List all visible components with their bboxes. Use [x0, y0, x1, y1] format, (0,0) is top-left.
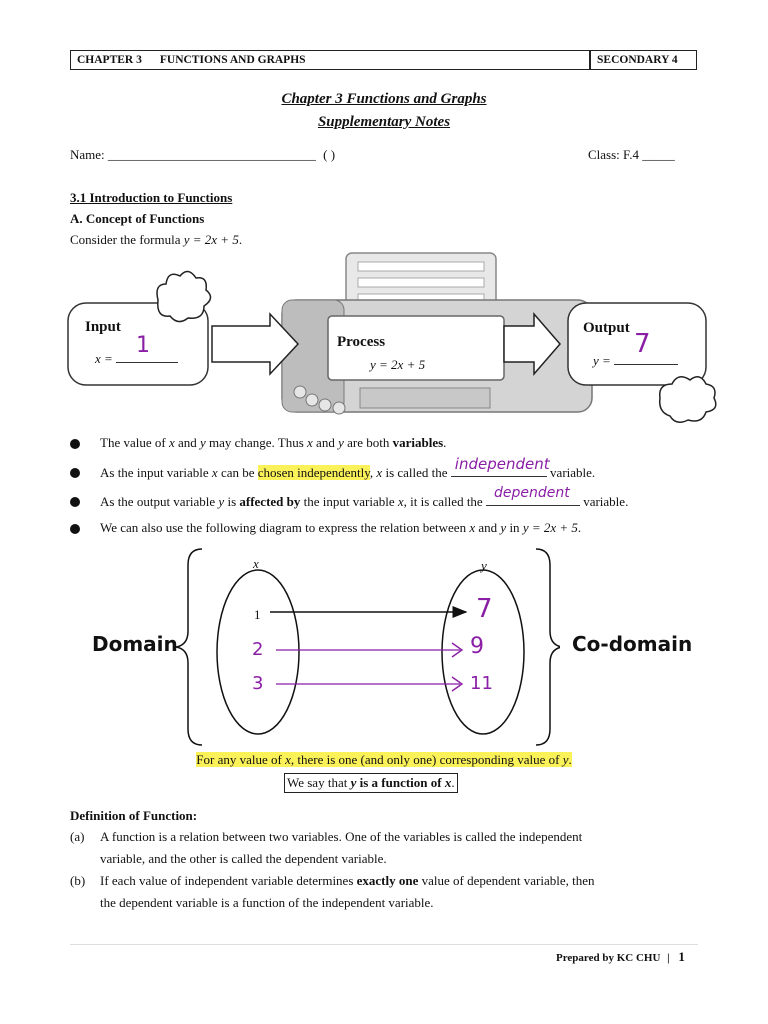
codomain-value-2: 9 [470, 634, 484, 659]
b4-in: in [506, 520, 523, 535]
subsection-title: A. Concept of Functions [70, 211, 205, 226]
output-var: y = [593, 353, 615, 368]
input-value-line [95, 333, 178, 367]
process-label: Process [337, 334, 386, 350]
b2-x2: x [376, 465, 383, 480]
def-b-line2: the dependent variable is a function of the independent variable. [100, 895, 434, 910]
output-label: Output [583, 320, 630, 336]
highlight-statement [0, 752, 768, 768]
consider-line [70, 232, 242, 248]
bullet-4 [70, 524, 80, 534]
header-divider [589, 51, 591, 69]
b1-t6: and [312, 435, 339, 450]
b1-t2: and [174, 435, 201, 450]
bullet-3-text [100, 485, 629, 510]
box-pre: We say that [287, 775, 351, 790]
b2-post2: is called the [382, 465, 451, 480]
b3-bold: affected by [239, 494, 301, 509]
bullet-1 [70, 439, 80, 449]
b1-t8: are both [343, 435, 393, 450]
b2-x: x [211, 465, 218, 480]
b3-end: variable. [579, 494, 629, 509]
consider-text: Consider the formula [70, 232, 184, 247]
codomain-label: Co-domain [572, 632, 693, 656]
input-handwritten-value: 1 [136, 333, 151, 358]
function-statement-box [284, 773, 458, 793]
hl-y: y [562, 752, 569, 767]
def-a-line1: A function is a relation between two variables. One of the variables is called the independent [100, 829, 583, 844]
title-line2: Supplementary Notes [317, 114, 451, 130]
period: . [238, 232, 243, 247]
class-label: Class: F.4 _____ [588, 147, 675, 162]
b3-pre: As the output variable [100, 494, 219, 509]
b2-pre: As the input variable [100, 465, 212, 480]
b2-highlight: chosen independently [257, 465, 370, 480]
hl-mid: , there is one (and only one) corresponding value of [290, 752, 563, 767]
b3-mid: is [224, 494, 240, 509]
b3-post: the input variable [300, 494, 398, 509]
footer-rule [70, 944, 698, 945]
b4-pre: We can also use the following diagram to express the relation between [100, 520, 470, 535]
header-topic: FUNCTIONS AND GRAPHS [159, 54, 306, 66]
header-level: SECONDARY 4 [597, 54, 678, 66]
input-label: Input [85, 319, 121, 335]
name-blank: ________________________________ [107, 147, 316, 162]
section-title: 3.1 Introduction to Functions [70, 190, 233, 205]
bullet-1-text [100, 435, 446, 451]
header-chapter: CHAPTER 3 [77, 54, 142, 66]
title-line1: Chapter 3 Functions and Graphs [281, 91, 487, 107]
footer [556, 949, 685, 965]
b1-x2: x [307, 435, 313, 450]
header-left [77, 51, 306, 69]
def-b-post: value of dependent variable, then [418, 873, 595, 888]
box-end: . [451, 775, 455, 790]
domain-label: Domain [92, 632, 178, 656]
b3-x: x [397, 494, 404, 509]
codomain-value-3: 11 [470, 673, 493, 694]
b4-end: . [577, 520, 582, 535]
input-var: x = [95, 351, 117, 366]
footer-prepared: Prepared by KC CHU [556, 952, 661, 964]
bullet-3 [70, 497, 80, 507]
hl-x: x [285, 752, 291, 767]
footer-sep: | [667, 952, 670, 964]
box-bold: is a function of [356, 775, 445, 790]
bullet-2 [70, 468, 80, 478]
output-handwritten-value: 7 [634, 329, 651, 359]
b1-y2: y [338, 435, 344, 450]
y-set-label: y [481, 558, 487, 573]
box-x: x [444, 775, 452, 790]
output-value-line [593, 329, 678, 369]
x-set-label: x [253, 556, 259, 571]
b3-y: y [218, 494, 225, 509]
bullet-2-text [100, 455, 596, 481]
definition-heading: Definition of Function: [70, 808, 198, 823]
page-number: 1 [678, 949, 685, 964]
glove-icon [157, 271, 211, 321]
b2-end: variable. [546, 465, 596, 480]
b4-x: x [469, 520, 476, 535]
domain-value-1: 1 [254, 607, 261, 622]
process-formula: y = 2x + 5 [370, 357, 426, 372]
bullet-4-text [100, 520, 581, 536]
b4-formula: y = 2x + 5 [522, 520, 578, 535]
highlight-span [196, 752, 571, 767]
b1-variables: variables [392, 435, 444, 450]
b1-y: y [200, 435, 206, 450]
def-b-pre: If each value of independent variable determines [100, 873, 357, 888]
name-label: Name: [70, 147, 108, 162]
left-brace [176, 549, 202, 745]
hl-end: . [568, 752, 572, 767]
codomain-value-1: 7 [476, 594, 493, 624]
hl-pre: For any value of [196, 752, 286, 767]
mapping-diagram [170, 545, 560, 755]
glove-icon-2 [660, 377, 716, 422]
right-brace [536, 549, 560, 745]
def-a-line2: variable, and the other is called the dependent variable. [100, 851, 387, 866]
def-b-tag: (b) [70, 873, 86, 888]
name-row [70, 147, 335, 163]
class-number-bracket: ( ) [323, 147, 336, 162]
formula: y = 2x + 5 [183, 232, 239, 247]
b2-mid: can be [217, 465, 258, 480]
def-b-bold: exactly one [356, 873, 419, 888]
def-b-line1 [100, 873, 595, 889]
def-a-tag: (a) [70, 829, 85, 844]
b1-x: x [168, 435, 175, 450]
b2-handwritten-independent: independent [454, 455, 550, 473]
header-bar [70, 50, 697, 70]
b4-and: and [475, 520, 501, 535]
b2-post1: , [369, 465, 377, 480]
domain-value-3: 3 [252, 673, 264, 694]
b3-handwritten-dependent: dependent [493, 485, 570, 501]
b3-post2: , it is called the [403, 494, 486, 509]
function-machine-figure [60, 248, 720, 428]
domain-value-2: 2 [252, 639, 264, 660]
b1-t4: may change. Thus [205, 435, 308, 450]
b1-end: . [443, 435, 447, 450]
box-y: y [350, 775, 357, 790]
b4-y: y [500, 520, 507, 535]
b1-t0: The value of [100, 435, 169, 450]
